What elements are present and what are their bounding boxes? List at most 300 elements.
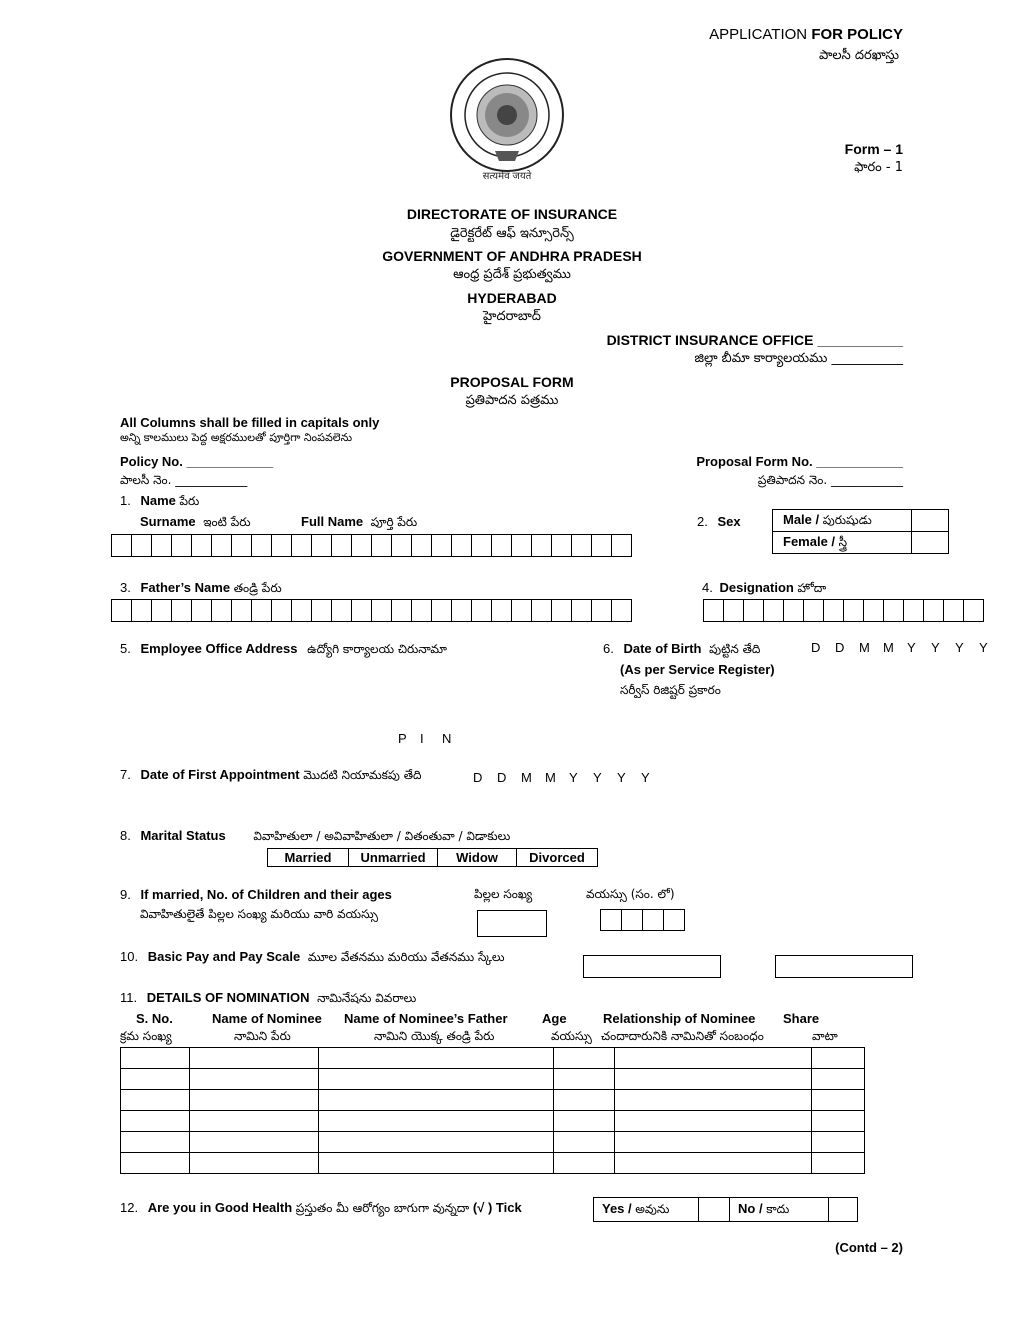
address-char-box[interactable] bbox=[442, 662, 464, 685]
address-char-box[interactable] bbox=[508, 685, 530, 708]
father-name-char-box[interactable] bbox=[591, 599, 612, 622]
address-char-box[interactable] bbox=[288, 708, 310, 731]
address-char-box[interactable] bbox=[178, 731, 200, 754]
capitals-instruction-telugu: అన్ని కాలములు పెద్ద అక్షరములతో పూర్తిగా నింపవలెను bbox=[120, 431, 353, 444]
government-heading: GOVERNMENT OF ANDHRA PRADESH bbox=[382, 248, 642, 264]
father-name-char-box[interactable] bbox=[211, 599, 232, 622]
date-format-cell: M bbox=[859, 640, 870, 655]
address-char-box[interactable] bbox=[178, 708, 200, 731]
address-char-box[interactable] bbox=[178, 662, 200, 685]
q4-label bbox=[702, 580, 826, 598]
address-char-box[interactable] bbox=[376, 731, 398, 754]
address-char-box[interactable] bbox=[310, 731, 332, 754]
nomination-cell[interactable] bbox=[554, 1069, 615, 1090]
name-character-boxes[interactable] bbox=[112, 535, 632, 557]
address-char-box[interactable] bbox=[574, 685, 596, 708]
name-char-box[interactable] bbox=[171, 534, 192, 557]
father-name-char-box[interactable] bbox=[471, 599, 492, 622]
q9-age-label: వయస్సు (సం. లో) bbox=[586, 887, 675, 901]
female-checkbox[interactable] bbox=[912, 532, 949, 554]
dob-date-boxes[interactable] bbox=[811, 640, 1003, 686]
designation-char-box[interactable] bbox=[883, 599, 904, 622]
proposal-form-heading-telugu: ప్రతిపాదన పత్రము bbox=[465, 393, 559, 408]
date-entry-box[interactable] bbox=[473, 793, 497, 816]
no-label-telugu: కాదు bbox=[766, 1201, 790, 1216]
designation-char-box[interactable] bbox=[923, 599, 944, 622]
name-char-box[interactable] bbox=[551, 534, 572, 557]
address-char-box[interactable] bbox=[244, 662, 266, 685]
name-char-box[interactable] bbox=[571, 534, 592, 557]
q9-label bbox=[120, 887, 392, 902]
date-entry-row bbox=[473, 793, 665, 816]
nomination-cell[interactable] bbox=[812, 1069, 865, 1090]
emblem-motto: सत्यमेव जयते bbox=[482, 171, 532, 182]
address-char-box[interactable] bbox=[398, 662, 420, 685]
q2-sex-label: Sex bbox=[717, 514, 741, 529]
address-char-box[interactable] bbox=[178, 685, 200, 708]
father-name-char-box[interactable] bbox=[371, 599, 392, 622]
address-char-box[interactable] bbox=[574, 708, 596, 731]
address-char-box[interactable] bbox=[530, 708, 552, 731]
date-entry-box[interactable] bbox=[931, 663, 955, 686]
address-char-box[interactable] bbox=[574, 662, 596, 685]
male-checkbox[interactable] bbox=[912, 510, 949, 532]
address-char-box[interactable] bbox=[222, 708, 244, 731]
father-name-char-box[interactable] bbox=[531, 599, 552, 622]
designation-char-box[interactable] bbox=[763, 599, 784, 622]
nomination-cell[interactable] bbox=[812, 1153, 865, 1174]
name-char-box[interactable] bbox=[531, 534, 552, 557]
address-char-box[interactable] bbox=[310, 708, 332, 731]
address-char-box[interactable] bbox=[508, 662, 530, 685]
father-name-char-box[interactable] bbox=[391, 599, 412, 622]
father-name-char-box[interactable] bbox=[111, 599, 132, 622]
name-char-box[interactable] bbox=[451, 534, 472, 557]
marital-option-unmarried[interactable]: Unmarried bbox=[349, 849, 438, 867]
father-name-char-box[interactable] bbox=[511, 599, 532, 622]
date-entry-box[interactable] bbox=[641, 793, 665, 816]
nomination-cell[interactable] bbox=[615, 1111, 812, 1132]
date-format-cell: Y bbox=[641, 770, 650, 785]
q10-pay-label: Basic Pay and Pay Scale bbox=[147, 949, 301, 964]
address-char-box[interactable] bbox=[464, 662, 486, 685]
q1-name-label: Name bbox=[140, 493, 176, 508]
marital-options-table bbox=[267, 848, 598, 867]
designation-char-box[interactable] bbox=[903, 599, 924, 622]
q9-number: 9. bbox=[120, 887, 131, 902]
address-char-box[interactable] bbox=[112, 685, 134, 708]
yes-checkbox[interactable] bbox=[699, 1198, 730, 1222]
nominee-col-sno: S. No. bbox=[136, 1011, 173, 1026]
nomination-cell[interactable] bbox=[615, 1090, 812, 1111]
address-char-box[interactable] bbox=[530, 685, 552, 708]
marital-option-divorced[interactable]: Divorced bbox=[517, 849, 598, 867]
father-name-char-box[interactable] bbox=[271, 599, 292, 622]
address-row bbox=[112, 708, 596, 731]
date-format-cell: Y bbox=[617, 770, 626, 785]
father-name-char-box[interactable] bbox=[491, 599, 512, 622]
address-char-box[interactable] bbox=[134, 685, 156, 708]
appointment-date-boxes[interactable] bbox=[473, 770, 665, 816]
father-name-char-box[interactable] bbox=[351, 599, 372, 622]
father-name-char-box[interactable] bbox=[431, 599, 452, 622]
date-format-row bbox=[811, 640, 1003, 663]
date-entry-box[interactable] bbox=[907, 663, 931, 686]
marital-option-widow[interactable]: Widow bbox=[438, 849, 517, 867]
address-char-box[interactable] bbox=[222, 685, 244, 708]
father-name-char-box[interactable] bbox=[611, 599, 632, 622]
address-char-box[interactable] bbox=[112, 662, 134, 685]
nomination-row bbox=[121, 1048, 865, 1069]
children-ages-boxes[interactable] bbox=[601, 910, 685, 931]
address-char-box[interactable] bbox=[530, 731, 552, 754]
address-char-box[interactable] bbox=[552, 731, 574, 754]
address-char-box[interactable] bbox=[156, 685, 178, 708]
q10-label bbox=[120, 949, 505, 967]
name-char-box[interactable] bbox=[211, 534, 232, 557]
father-name-char-box[interactable] bbox=[411, 599, 432, 622]
address-char-box[interactable] bbox=[486, 708, 508, 731]
date-entry-box[interactable] bbox=[811, 663, 835, 686]
father-name-char-box[interactable] bbox=[151, 599, 172, 622]
date-entry-box[interactable] bbox=[883, 663, 907, 686]
nomination-cell[interactable] bbox=[190, 1111, 319, 1132]
child-age-box[interactable] bbox=[642, 909, 664, 931]
address-char-box[interactable] bbox=[134, 662, 156, 685]
father-name-char-box[interactable] bbox=[191, 599, 212, 622]
name-char-box[interactable] bbox=[611, 534, 632, 557]
father-name-char-box[interactable] bbox=[231, 599, 252, 622]
nomination-cell[interactable] bbox=[190, 1048, 319, 1069]
address-char-box[interactable] bbox=[398, 685, 420, 708]
sex-options-table bbox=[772, 509, 949, 554]
nomination-table bbox=[120, 1047, 865, 1174]
address-char-box[interactable] bbox=[464, 708, 486, 731]
address-char-box[interactable] bbox=[486, 685, 508, 708]
marital-option-married[interactable]: Married bbox=[268, 849, 349, 867]
address-char-box[interactable]: I bbox=[420, 731, 424, 746]
date-format-cell: Y bbox=[931, 640, 940, 655]
q9-children-label-telugu: వివాహితులైతే పిల్లల సంఖ్య మరియు వారి వయస్సు bbox=[140, 907, 378, 921]
address-char-box[interactable] bbox=[574, 731, 596, 754]
address-char-box[interactable] bbox=[464, 731, 486, 754]
address-char-box[interactable] bbox=[332, 662, 354, 685]
pay-scale-input[interactable] bbox=[775, 955, 913, 978]
directorate-heading: DIRECTORATE OF INSURANCE bbox=[406, 206, 618, 222]
district-office-telugu: జిల్లా బీమా కార్యాలయము ___________ bbox=[694, 351, 903, 366]
father-name-char-box[interactable] bbox=[571, 599, 592, 622]
designation-char-box[interactable] bbox=[703, 599, 724, 622]
date-entry-box[interactable] bbox=[569, 793, 593, 816]
father-name-char-box[interactable] bbox=[251, 599, 272, 622]
father-name-char-box[interactable] bbox=[551, 599, 572, 622]
address-char-box[interactable] bbox=[156, 662, 178, 685]
address-char-box[interactable] bbox=[310, 662, 332, 685]
application-title-telugu: పాలసీ దరఖాస్తు bbox=[819, 48, 899, 63]
address-char-box[interactable] bbox=[112, 731, 134, 754]
nomination-cell[interactable] bbox=[121, 1132, 190, 1153]
address-char-box[interactable] bbox=[288, 685, 310, 708]
nomination-cell[interactable] bbox=[319, 1090, 554, 1111]
nomination-cell[interactable] bbox=[554, 1111, 615, 1132]
address-char-box[interactable] bbox=[266, 708, 288, 731]
address-char-box[interactable] bbox=[354, 708, 376, 731]
no-checkbox[interactable] bbox=[829, 1198, 858, 1222]
address-char-box[interactable] bbox=[376, 708, 398, 731]
nomination-cell[interactable] bbox=[319, 1069, 554, 1090]
nomination-cell[interactable] bbox=[615, 1153, 812, 1174]
address-char-box[interactable] bbox=[552, 662, 574, 685]
address-char-box[interactable] bbox=[156, 708, 178, 731]
date-entry-box[interactable] bbox=[593, 793, 617, 816]
city-heading: HYDERABAD bbox=[467, 290, 557, 306]
directorate-heading-telugu: డైరెక్టరేట్ ఆఫ్ ఇన్సూరెన్స్ bbox=[450, 226, 574, 241]
nomination-cell[interactable] bbox=[554, 1090, 615, 1111]
address-char-box[interactable] bbox=[288, 662, 310, 685]
male-label-telugu: పురుషుడు bbox=[822, 512, 872, 527]
designation-char-box[interactable] bbox=[963, 599, 984, 622]
father-name-char-box[interactable] bbox=[171, 599, 192, 622]
name-char-box[interactable] bbox=[471, 534, 492, 557]
nomination-cell[interactable] bbox=[554, 1048, 615, 1069]
nomination-cell[interactable] bbox=[615, 1132, 812, 1153]
date-entry-box[interactable] bbox=[955, 663, 979, 686]
father-name-character-boxes[interactable] bbox=[112, 600, 632, 622]
nomination-cell[interactable] bbox=[190, 1153, 319, 1174]
child-age-box[interactable] bbox=[621, 909, 643, 931]
q9-children-label: If married, No. of Children and their ages bbox=[140, 887, 392, 902]
nomination-cell[interactable] bbox=[554, 1132, 615, 1153]
nomination-cell[interactable] bbox=[812, 1048, 865, 1069]
address-char-box[interactable] bbox=[288, 731, 310, 754]
nomination-row bbox=[121, 1153, 865, 1174]
name-char-box[interactable] bbox=[191, 534, 212, 557]
address-char-box[interactable] bbox=[244, 685, 266, 708]
designation-char-box[interactable] bbox=[723, 599, 744, 622]
designation-char-box[interactable] bbox=[783, 599, 804, 622]
address-char-box[interactable] bbox=[464, 685, 486, 708]
date-entry-box[interactable] bbox=[521, 793, 545, 816]
address-char-box[interactable] bbox=[508, 731, 530, 754]
nomination-row bbox=[121, 1111, 865, 1132]
name-char-box[interactable] bbox=[291, 534, 312, 557]
nomination-cell[interactable] bbox=[121, 1111, 190, 1132]
name-char-box[interactable] bbox=[371, 534, 392, 557]
designation-char-box[interactable] bbox=[843, 599, 864, 622]
nomination-cell[interactable] bbox=[190, 1090, 319, 1111]
q6-service-register-note-telugu: సర్వీస్ రిజిష్టర్ ప్రకారం bbox=[620, 683, 721, 697]
children-count-input[interactable] bbox=[477, 910, 547, 937]
address-char-box[interactable] bbox=[420, 685, 442, 708]
father-name-char-box[interactable] bbox=[311, 599, 332, 622]
district-office: DISTRICT INSURANCE OFFICE ___________ bbox=[606, 332, 903, 348]
address-char-box[interactable] bbox=[134, 731, 156, 754]
name-char-box[interactable] bbox=[511, 534, 532, 557]
name-char-box[interactable] bbox=[391, 534, 412, 557]
q7-label bbox=[120, 767, 422, 785]
address-char-box[interactable] bbox=[530, 662, 552, 685]
address-char-box[interactable] bbox=[420, 662, 442, 685]
date-format-cell: Y bbox=[569, 770, 578, 785]
designation-character-boxes[interactable] bbox=[704, 600, 984, 622]
address-char-box[interactable] bbox=[134, 708, 156, 731]
address-char-box[interactable] bbox=[222, 662, 244, 685]
address-char-box[interactable] bbox=[486, 731, 508, 754]
nomination-cell[interactable] bbox=[319, 1048, 554, 1069]
nomination-cell[interactable] bbox=[319, 1153, 554, 1174]
name-char-box[interactable] bbox=[111, 534, 132, 557]
date-format-cell: Y bbox=[979, 640, 988, 655]
address-char-box[interactable] bbox=[354, 685, 376, 708]
address-char-box[interactable] bbox=[442, 685, 464, 708]
address-char-box[interactable] bbox=[332, 685, 354, 708]
address-char-box[interactable] bbox=[244, 731, 266, 754]
date-entry-box[interactable] bbox=[859, 663, 883, 686]
address-char-box[interactable] bbox=[486, 662, 508, 685]
nominee-col-sno-telugu: క్రమ సంఖ్య bbox=[120, 1029, 172, 1043]
nomination-cell[interactable] bbox=[121, 1090, 190, 1111]
address-char-box[interactable] bbox=[420, 708, 442, 731]
date-entry-box[interactable] bbox=[835, 663, 859, 686]
nomination-cell[interactable] bbox=[319, 1111, 554, 1132]
date-format-cell: M bbox=[545, 770, 556, 785]
name-char-box[interactable] bbox=[271, 534, 292, 557]
address-char-box[interactable] bbox=[310, 685, 332, 708]
designation-char-box[interactable] bbox=[943, 599, 964, 622]
address-char-box[interactable] bbox=[354, 662, 376, 685]
q10-number: 10. bbox=[120, 949, 139, 964]
address-char-box[interactable] bbox=[112, 708, 134, 731]
address-char-box[interactable] bbox=[552, 708, 574, 731]
address-char-box[interactable]: N bbox=[442, 731, 452, 746]
designation-char-box[interactable] bbox=[803, 599, 824, 622]
address-row bbox=[112, 685, 596, 708]
name-char-box[interactable] bbox=[151, 534, 172, 557]
date-format-cell: D bbox=[835, 640, 845, 655]
name-char-box[interactable] bbox=[351, 534, 372, 557]
name-char-box[interactable] bbox=[231, 534, 252, 557]
nominee-col-father: Name of Nominee’s Father bbox=[344, 1011, 508, 1026]
father-name-char-box[interactable] bbox=[331, 599, 352, 622]
q5-address-label: Employee Office Address bbox=[140, 641, 298, 656]
q8-marital-label-telugu: వివాహితులా / అవివాహితులా / వితంతువా / విడాకులు bbox=[253, 829, 511, 843]
address-char-box[interactable] bbox=[552, 685, 574, 708]
address-char-box[interactable] bbox=[244, 708, 266, 731]
nomination-cell[interactable] bbox=[812, 1090, 865, 1111]
father-name-char-box[interactable] bbox=[291, 599, 312, 622]
date-format-cell: Y bbox=[907, 640, 916, 655]
basic-pay-input[interactable] bbox=[583, 955, 721, 978]
name-char-box[interactable] bbox=[251, 534, 272, 557]
address-char-box[interactable] bbox=[266, 685, 288, 708]
name-char-box[interactable] bbox=[311, 534, 332, 557]
address-row bbox=[112, 731, 596, 754]
nomination-cell[interactable] bbox=[812, 1132, 865, 1153]
child-age-box[interactable] bbox=[663, 909, 685, 931]
surname-label bbox=[140, 514, 251, 532]
date-entry-box[interactable] bbox=[617, 793, 641, 816]
form-number-telugu: ఫారం - 1 bbox=[854, 160, 903, 175]
name-char-box[interactable] bbox=[431, 534, 452, 557]
address-char-box[interactable] bbox=[442, 708, 464, 731]
nominee-col-name-telugu: నామిని పేరు bbox=[234, 1029, 291, 1043]
address-char-box[interactable] bbox=[266, 662, 288, 685]
date-entry-box[interactable] bbox=[497, 793, 521, 816]
government-heading-telugu: ఆంధ్ర ప్రదేశ్ ప్రభుత్వము bbox=[453, 267, 571, 282]
nomination-cell[interactable] bbox=[121, 1069, 190, 1090]
nomination-cell[interactable] bbox=[121, 1153, 190, 1174]
address-char-box[interactable] bbox=[332, 708, 354, 731]
q2-label bbox=[697, 514, 741, 529]
address-char-box[interactable] bbox=[222, 731, 244, 754]
proposal-form-heading: PROPOSAL FORM bbox=[450, 374, 574, 390]
designation-char-box[interactable] bbox=[743, 599, 764, 622]
designation-char-box[interactable] bbox=[823, 599, 844, 622]
address-char-box[interactable] bbox=[156, 731, 178, 754]
address-char-box[interactable] bbox=[200, 662, 222, 685]
address-char-box[interactable] bbox=[200, 708, 222, 731]
address-char-box[interactable]: P bbox=[398, 731, 407, 746]
q6-dob-label: Date of Birth bbox=[623, 641, 702, 656]
nomination-cell[interactable] bbox=[190, 1132, 319, 1153]
name-char-box[interactable] bbox=[411, 534, 432, 557]
fullname-text-telugu: పూర్తి పేరు bbox=[370, 515, 418, 529]
nomination-cell[interactable] bbox=[190, 1069, 319, 1090]
date-entry-row bbox=[811, 663, 1003, 686]
address-char-box[interactable] bbox=[332, 731, 354, 754]
capitals-instruction: All Columns shall be filled in capitals only bbox=[120, 415, 380, 430]
father-name-char-box[interactable] bbox=[451, 599, 472, 622]
address-char-box[interactable] bbox=[508, 708, 530, 731]
q3-father-label: Father’s Name bbox=[140, 580, 231, 595]
address-char-box[interactable] bbox=[354, 731, 376, 754]
designation-char-box[interactable] bbox=[863, 599, 884, 622]
address-char-box[interactable] bbox=[266, 731, 288, 754]
father-name-char-box[interactable] bbox=[131, 599, 152, 622]
address-char-box[interactable] bbox=[398, 708, 420, 731]
nominee-col-name: Name of Nominee bbox=[212, 1011, 322, 1026]
name-char-box[interactable] bbox=[131, 534, 152, 557]
child-age-box[interactable] bbox=[600, 909, 622, 931]
form-number: Form – 1 bbox=[844, 141, 903, 157]
nomination-cell[interactable] bbox=[812, 1111, 865, 1132]
date-entry-box[interactable] bbox=[979, 663, 1003, 686]
nomination-cell[interactable] bbox=[554, 1153, 615, 1174]
policy-number: Policy No. ____________ bbox=[120, 454, 274, 469]
sex-option-male bbox=[773, 510, 912, 532]
q6-dob-label-telugu: పుట్టిన తేది bbox=[709, 642, 761, 656]
date-entry-box[interactable] bbox=[545, 793, 569, 816]
nomination-cell[interactable] bbox=[319, 1132, 554, 1153]
address-character-boxes[interactable] bbox=[112, 662, 596, 754]
nominee-col-relationship: Relationship of Nominee bbox=[603, 1011, 756, 1026]
address-char-box[interactable] bbox=[200, 685, 222, 708]
nomination-cell[interactable] bbox=[615, 1048, 812, 1069]
nomination-row bbox=[121, 1069, 865, 1090]
address-char-box[interactable] bbox=[376, 662, 398, 685]
name-char-box[interactable] bbox=[331, 534, 352, 557]
nomination-cell[interactable] bbox=[615, 1069, 812, 1090]
name-char-box[interactable] bbox=[591, 534, 612, 557]
date-format-cell: M bbox=[883, 640, 894, 655]
name-char-box[interactable] bbox=[491, 534, 512, 557]
nomination-cell[interactable] bbox=[121, 1048, 190, 1069]
continued-note: (Contd – 2) bbox=[835, 1240, 903, 1255]
application-title bbox=[709, 26, 903, 43]
address-char-box[interactable] bbox=[376, 685, 398, 708]
fullname-text: Full Name bbox=[301, 514, 364, 529]
address-char-box[interactable] bbox=[200, 731, 222, 754]
